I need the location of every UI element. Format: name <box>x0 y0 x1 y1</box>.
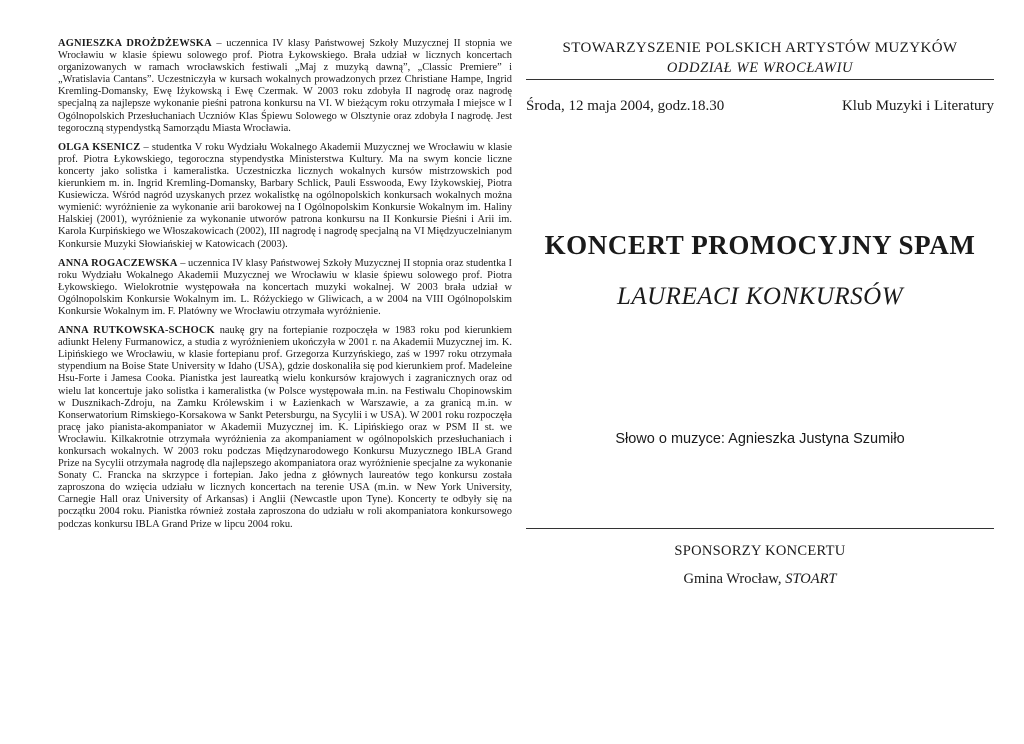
bio-text: naukę gry na fortepianie rozpoczęła w 1983 roku pod kierunkiem adiunkt Heleny Furmanowicz, a studia z wyróżnieniem ukończyła w 2001 r. na Akademii Muzycznej im. K. Lipińskiego we Wrocławiu, w klasie fortepianu prof. Grzegorza Kurzyńskiego, zaś w 1997 roku otrzymała stypendium na Boise State University w Idaho (USA), gdzie doskonaliła się pod kierunkiem prof. Madeleine Hsu-Forte i Jamesa Cooka. Pianistka jest laureatką wielu konkursów krajowych i zagranicznych oraz od wielu lat koncertuje jako solistka i kameralistka (w Polsce występowała m.in. na Festiwalu Chopinowskim w Dusznikach-Zdroju, na Zamku Królewskim i w Łazienkach w Warszawie, a za granicą m.in. w Konserwatorium Rimskiego-Korsakowa w Sankt Petersburgu, na Sycylii i w USA). W 2001 roku rozpoczęła pracę jako pianista-akompaniator w Akademii Muzycznej im. K. Lipińskiego oraz w PSM II st. we Wrocławiu. Kilkakrotnie otrzymała wyróżnienia za akompaniament w ogólnopolskich przesłuchaniach i konkursach wokalnych. W 2003 roku podczas Międzynarodowego Konkursu Muzycznego IBLA Grand Prize na Sycylii otrzymała nagrodę dla najlepszego akompaniatora oraz wyróżnienie specjalne za wykonanie Sonaty C. Francka na skrzypce i fortepian. Jako jedna z głównych laureatów tego konkursu została zaproszona do wzięcia udziału w licznych koncertach na terenie USA (m.in. w New York University, Carnegie Hall oraz University of Arkansas) i Anglii (Newcastle upon Tyne). Koncerty te odbyły się na początku 2004 roku. Pianistka również została zaproszona do udziału w roli akompaniatora konkursowego podczas konkursu IBLA Grand Prize w lipcu 2004 roku. <box>58 325 512 530</box>
bio-name: OLGA KSENICZ <box>58 141 141 153</box>
event-details <box>522 98 998 115</box>
bio-name: AGNIESZKA DROŻDŻEWSKA <box>58 38 212 49</box>
organization-branch: ODDZIAŁ WE WROCŁAWIU <box>666 60 854 76</box>
sponsor-stoart: STOART <box>785 571 837 587</box>
event-date-time: Środa, 12 maja 2004, godz.18.30 <box>526 98 725 114</box>
program-panel <box>522 36 998 588</box>
bio-text: – uczennica IV klasy Państwowej Szkoły Muzycznej II stopnia we Wrocławiu w klasie śpiewu solowego prof. Piotra Łykowskiego. Brała udział w licznych koncertach organizowanych w ramach wrocławskich festiwali „Maj z muzyką dawną”, „Classic Premiere” i „Wratislavia Cantans”. Uczestniczyła w kursach wokalnych prowadzonych przez Christiane Hampe, Ingrid Kremling-Domansky, Ewę Iżykowską i Ewę Czermak. W 2003 roku zdobyła II nagrodę oraz nagrodę specjalną za najlepsze wykonanie pieśni patrona konkursu na VI. W bieżącym roku otrzymała I miejsce w I Ogólnopolskich Przesłuchaniach Uczniów Klas Śpiewu Solowego w Olsztynie oraz zdobyła I nagrodę. Jest tegoroczną stypendystką Samorządu Miasta Wrocławia. <box>58 38 512 134</box>
sponsors-heading: SPONSORZY KONCERTU <box>674 543 846 559</box>
event-venue: Klub Muzyki i Literatury <box>841 98 994 114</box>
concert-title: KONCERT PROMOCYJNY SPAM <box>544 230 976 260</box>
sponsors-list <box>522 571 998 588</box>
bio-paragraph <box>58 325 512 531</box>
bio-paragraph <box>58 258 512 318</box>
sponsors-divider <box>526 528 994 529</box>
organization-name: STOWARZYSZENIE POLSKICH ARTYSTÓW MUZYKÓW <box>562 40 958 56</box>
sponsor-gmina: Gmina Wrocław, <box>683 571 786 587</box>
bio-text: – studentka V roku Wydziału Wokalnego Akademii Muzycznej we Wrocławiu w klasie prof. Piotra Łykowskiego, tegoroczna stypendystka Ministerstwa Kultury. Ma na swym koncie liczne koncerty jako solistka i kameralistka. Uczestniczka licznych wokalnych kursów mistrzowskich pod kierunkiem m. in. Ingrid Kremling-Domansky, Barbary Schlick, Pauli Esswooda, Ewy Iżykowskiej, Piotra Kusiewicza. Wśród nagród uzyskanych przez wokalistkę na ogólnopolskich konkursach wokalnych można wymienić: wyróżnienie za wykonanie arii barokowej na I Ogólnopolskim Konkursie Wokalnym im. Haliny Halskiej (2001), wyróżnienie za wykonanie utworów patrona konkursu na II Konkursie Pieśni i Arii im. Karola Kurpińskiego we Włoszakowicach (2002), III nagrodę i nagrodę specjalną na VI Międzyuczelnianym Konkursie Muzyki Słowiańskiej w Katowicach (2003). <box>58 141 512 250</box>
bio-paragraph <box>58 38 512 135</box>
bio-name: ANNA ROGACZEWSKA <box>58 257 178 269</box>
concert-subtitle: LAUREACI KONKURSÓW <box>616 283 904 310</box>
bio-name: ANNA RUTKOWSKA-SCHOCK <box>58 325 215 337</box>
bio-paragraph <box>58 142 512 251</box>
biographies-column <box>58 38 512 538</box>
speaker-line: Słowo o muzyce: Agnieszka Justyna Szumiło <box>615 431 905 447</box>
header-divider <box>526 79 994 80</box>
bio-text: – uczennica IV klasy Państwowej Szkoły Muzycznej II stopnia oraz studentka I roku Wydziału Wokalnego Akademii Muzycznej we Wrocławiu w klasie śpiewu solowego prof. Piotra Łykowskiego. Wielokrotnie występowała na koncertach muzyki wokalnej. W 2003 brała udział w Ogólnopolskim Konkursie Wokalnym im. L. Różyckiego w Gliwicach, a w 2004 na VIII Ogólnopolskim Konkursie Wokalnym im. F. Platówny we Wrocławiu otrzymała wyróżnienie. <box>58 257 513 317</box>
